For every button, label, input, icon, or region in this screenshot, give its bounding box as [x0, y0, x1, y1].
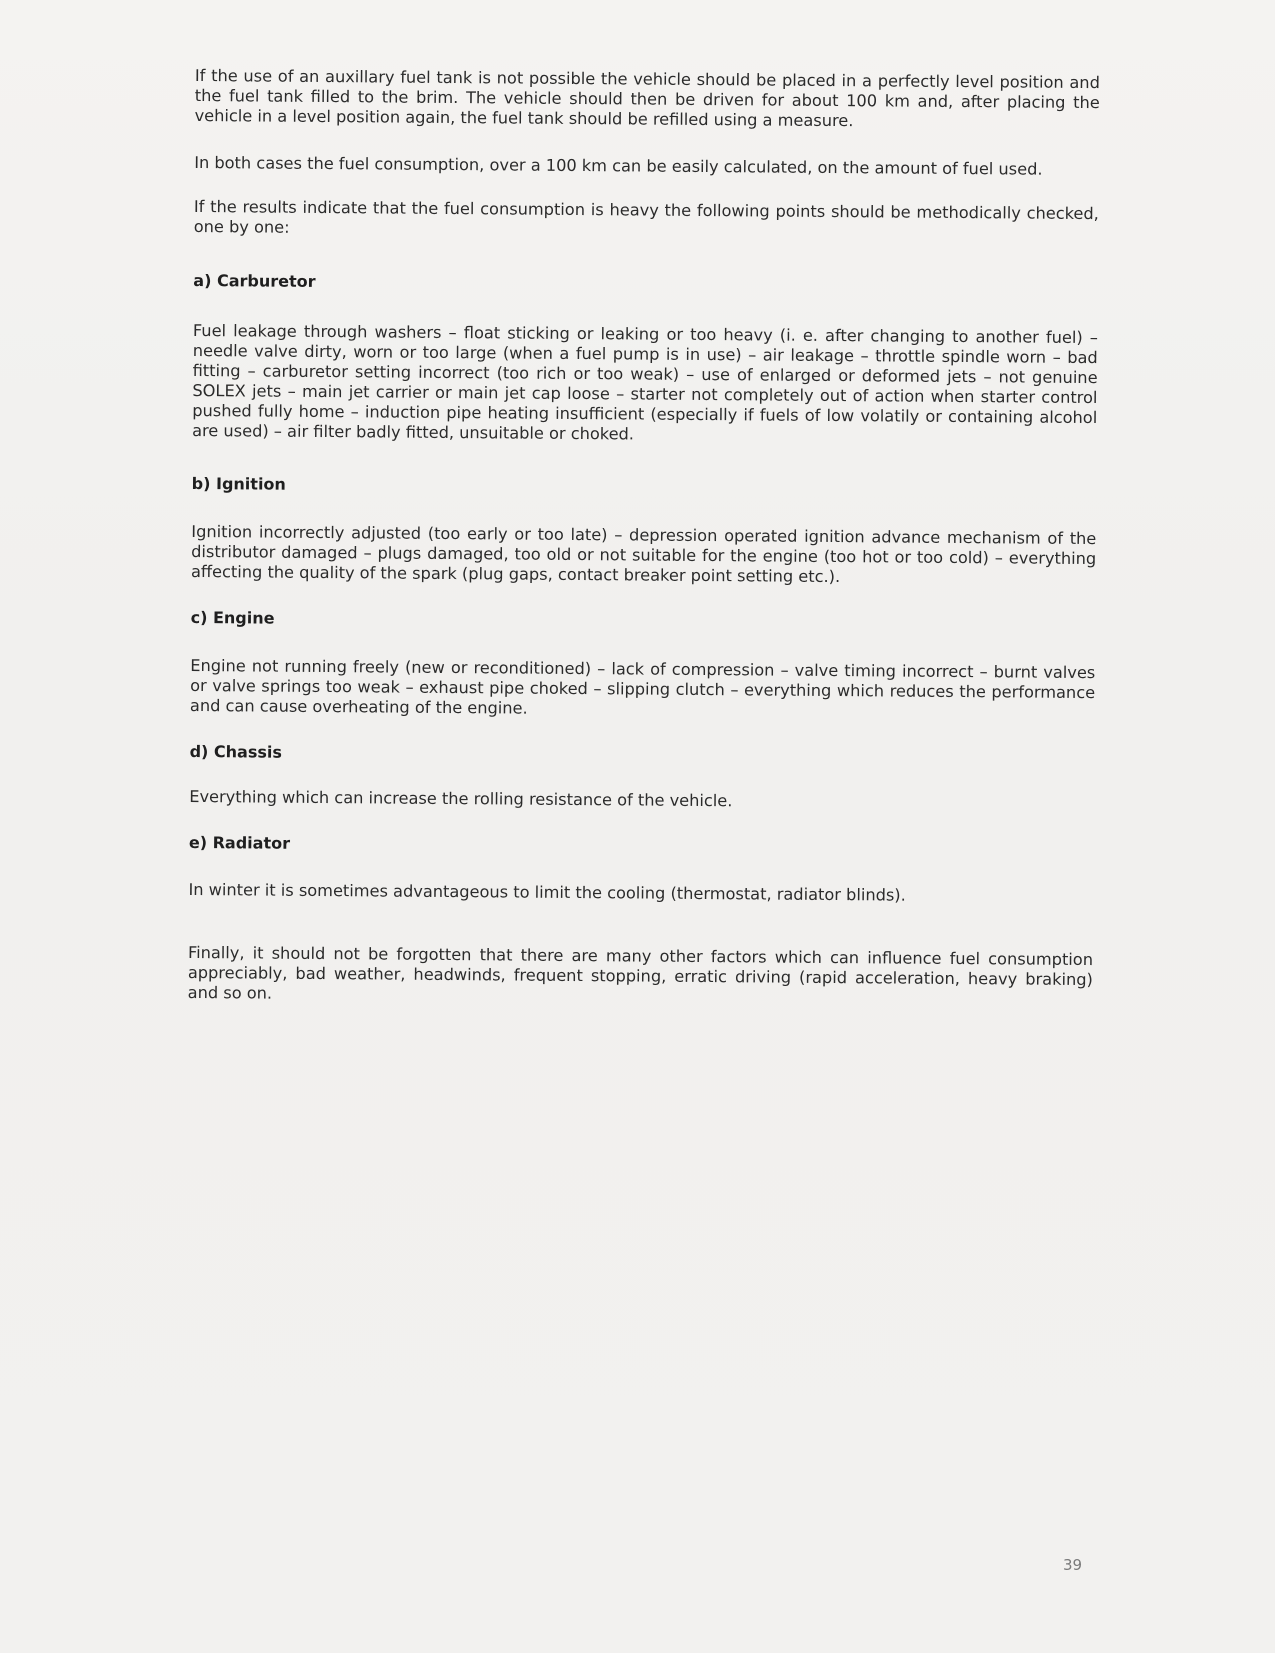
engine-heading: c) Engine: [190, 607, 275, 628]
engine-paragraph: Engine not running freely (new or reconditioned) – lack of compression – valve timing incorrect – burnt valves or valve springs too weak – exhaust pipe choked – slipping clutch – everything which reduces the performance and can cause overheating of the engine.: [189, 655, 1096, 718]
radiator-paragraph: In winter it is sometimes advantageous to limit the cooling (thermostat, radiator blinds).: [188, 879, 906, 905]
page-number: 39: [1063, 1556, 1083, 1574]
chassis-paragraph: Everything which can increase the rolling resistance of the vehicle.: [189, 786, 733, 811]
final-paragraph: Finally, it should not be forgotten that there are many other factors which can influence fuel consumption appreciably, bad weather, headwinds, frequent stopping, erratic driving (rapid acceleration, heavy braking) and so on.: [187, 942, 1094, 1003]
intro-paragraph-2: In both cases the fuel consumption, over a 100 km can be easily calculated, on the amount of fuel used.: [194, 152, 1043, 179]
ignition-heading: b) Ignition: [191, 473, 286, 494]
intro-paragraph-1: If the use of an auxillary fuel tank is not possible the vehicle should be placed in a perfectly level position and the fuel tank filled to the brim. The vehicle should then be driven for about 100 km and, after placing the vehicle in a level position again, the fuel tank should be refilled using a measure.: [194, 66, 1100, 131]
carburetor-heading: a) Carburetor: [193, 270, 316, 291]
radiator-heading: e) Radiator: [188, 832, 291, 853]
page-content: [188, 66, 1100, 1010]
chassis-heading: d) Chassis: [189, 741, 283, 762]
carburetor-paragraph: Fuel leakage through washers – float sticking or leaking or too heavy (i. e. after changing to another fuel) – needle valve dirty, worn or too large (when a fuel pump is in use) – air leakage – throttle spindle worn – bad fitting – carburetor setting incorrect (too rich or too weak) – use of enlarged or deformed jets – not genuine SOLEX jets – main jet carrier or main jet cap loose – starter not completely out of action when starter control pushed fully home – induction pipe heating insufficient (especially if fuels of low volatily or containing alcohol are used) – air filter badly fitted, unsuitable or choked.: [192, 320, 1098, 444]
ignition-paragraph: Ignition incorrectly adjusted (too early or too late) – depression operated ignition advance mechanism of the distributor damaged – plugs damaged, too old or not suitable for the engine (too hot or too cold) – everything affecting the quality of the spark (plug gaps, contact breaker point setting etc.).: [190, 521, 1097, 587]
intro-paragraph-3: If the results indicate that the fuel consumption is heavy the following points should be methodically checked, one by one:: [193, 196, 1099, 237]
